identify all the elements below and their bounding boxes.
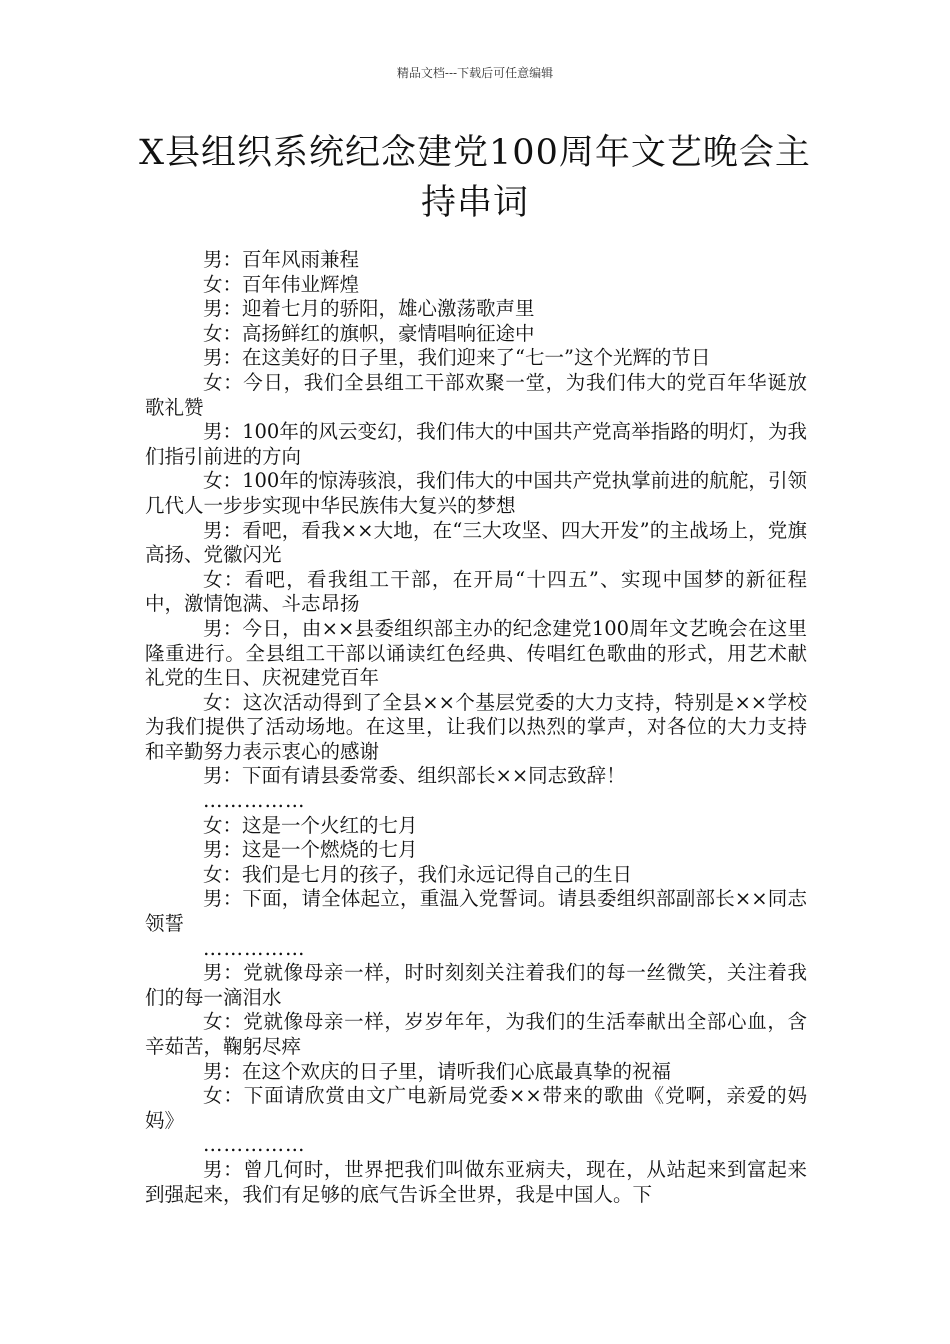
ellipsis-separator: ……………	[203, 1133, 306, 1157]
ellipsis-separator: ……………	[203, 789, 306, 813]
paragraph: 男：这是一个燃烧的七月	[203, 838, 418, 862]
paragraph: 男：党就像母亲一样，时时刻刻关注着我们的每一丝微笑，关注着我们的每一滴泪水	[145, 961, 807, 1009]
paragraph: 女：下面请欣赏由文广电新局党委××带来的歌曲《党啊，亲爱的妈妈》	[145, 1084, 807, 1132]
paragraph: 男：百年风雨兼程	[203, 248, 360, 271]
paragraph: 女：今日，我们全县组工干部欢聚一堂，为我们伟大的党百年华诞放歌礼赞	[145, 370, 807, 419]
paragraph: 男：100年的风云变幻，我们伟大的中国共产党高举指路的明灯，为我们指引前进的方向	[145, 420, 807, 468]
paragraph: 男：在这个欢庆的日子里，请听我们心底最真挚的祝福	[203, 1059, 672, 1083]
paragraph: 女：这次活动得到了全县××个基层党委的大力支持，特别是××学校为我们提供了活动场地。在这里，让我们以热烈的掌声，对各位的大力支持和辛勤努力表示衷心的感谢	[145, 690, 807, 763]
document-body	[145, 248, 807, 1207]
paragraph: 女：看吧，看我组工干部，在开局“十四五”、实现中国梦的新征程中，激情饱满、斗志昂扬	[145, 567, 807, 616]
paragraph: 女：百年伟业辉煌	[203, 272, 360, 296]
ellipsis-separator: ……………	[203, 936, 306, 960]
paragraph: 女：我们是七月的孩子，我们永远记得自己的生日	[203, 862, 633, 886]
paragraph: 男：下面，请全体起立，重温入党誓词。请县委组织部副部长××同志领誓	[145, 887, 807, 936]
paragraph: 男：曾几何时，世界把我们叫做东亚病夫，现在，从站起来到富起来到强起来，我们有足够的底气告诉全世界，我是中国人。下	[145, 1157, 807, 1206]
document-title: X县组织系统纪念建党100周年文艺晚会主持串词	[139, 133, 811, 223]
paragraph: 女：党就像母亲一样，岁岁年年，为我们的生活奉献出全部心血，含辛茹苦，鞠躬尽瘁	[145, 1010, 807, 1058]
page-header: 精品文档---下载后可任意编辑	[396, 66, 554, 80]
paragraph: 男：下面有请县委常委、组织部长××同志致辞！	[203, 764, 626, 788]
paragraph: 女：这是一个火红的七月	[203, 813, 418, 837]
paragraph: 男：在这美好的日子里，我们迎来了“七一”这个光辉的节日	[203, 346, 711, 370]
paragraph: 男：今日，由××县委组织部主办的纪念建党100周年文艺晚会在这里隆重进行。全县组工干部以诵读红色经典、传唱红色歌曲的形式，用艺术献礼党的生日、庆祝建党百年	[145, 616, 807, 690]
paragraph: 女：高扬鲜红的旗帜，豪情唱响征途中	[203, 321, 535, 345]
paragraph: 男：看吧，看我××大地，在“三大攻坚、四大开发”的主战场上，党旗高扬、党徽闪光	[145, 518, 807, 567]
paragraph: 女：100年的惊涛骇浪，我们伟大的中国共产党执掌前进的航舵，引领几代人一步步实现中华民族伟大复兴的梦想	[145, 469, 807, 517]
paragraph: 男：迎着七月的骄阳，雄心激荡歌声里	[203, 297, 535, 321]
